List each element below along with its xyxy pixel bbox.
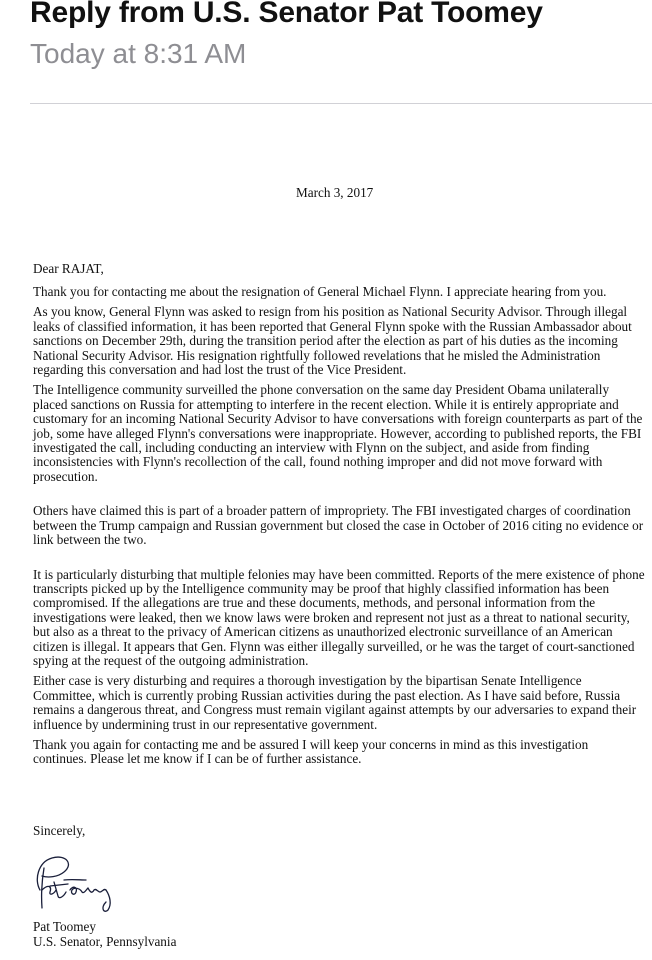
- signer-name: Pat Toomey: [33, 919, 96, 934]
- letter-closing: Sincerely,: [33, 823, 86, 838]
- letter-date: March 3, 2017: [296, 185, 374, 200]
- letter-paragraph: It is particularly disturbing that multiple felonies may have been committed. Reports of the mere existence of phone transcripts picked up by the Intelligence community may be proof that highly classified information has been compromised. If the allegations are true and these documents, methods, and personal information from the investigations were leaked, then we know laws were broken and represent not just as a threat to national security, but also as a threat to the privacy of American citizens as unauthorized electronic surveillance of an American citizen is illegal. It appears that Gen. Flynn was either illegally surveilled, or he was the target of court-sanctioned spying at the request of the outgoing administration.: [33, 566, 645, 668]
- letter-paragraph: Thank you for contacting me about the resignation of General Michael Flynn. I appreciate hearing from you.: [33, 284, 607, 299]
- email-subject: Reply from U.S. Senator Pat Toomey: [30, 0, 543, 29]
- letter-body: [33, 285, 645, 773]
- letter-paragraph: The Intelligence community surveilled the phone conversation on the same day President Obama unilaterally placed sanctions on Russia for attempting to interfere in the recent election. While it is entirely appropriate and customary for an incoming National Security Advisor to have conversations with foreign counterparts as part of the job, some have alleged Flynn's conversations were inappropriate. However, according to published reports, the FBI investigated the call, including conducting an interview with Flynn on the subject, and aside from finding inconsistencies with Flynn's recollection of the call, found nothing improper and did not move forward with prosecution.: [33, 382, 643, 484]
- header-divider: [30, 103, 652, 104]
- signature-image: [30, 850, 122, 916]
- letter-salutation: Dear RAJAT,: [33, 261, 104, 276]
- email-timestamp: Today at 8:31 AM: [30, 38, 247, 69]
- email-header: [0, 0, 652, 104]
- letter-paragraph: Either case is very disturbing and requires a thorough investigation by the bipartisan Senate Intelligence Committee, which is currently probing Russian activities during the past election. As I have said before, Russia remains a dangerous threat, and Congress must remain vigilant against attempts by our adversaries to expand their influence by undermining trust in our representative government.: [33, 673, 637, 732]
- signer-title: U.S. Senator, Pennsylvania: [33, 934, 177, 949]
- letter-paragraph: Thank you again for contacting me and be assured I will keep your concerns in mind as this investigation continues. Please let me know if I can be of further assistance.: [33, 736, 589, 767]
- letter-paragraph: As you know, General Flynn was asked to resign from his position as National Security Advisor. Through illegal leaks of classified information, it has been reported that General Flynn spoke with the Russian Ambassador about sanctions on December 29th, during the transition period after the election as part of his duties as the incoming National Security Advisor. His resignation rightfully followed revelations that he misled the Administration regarding this conversation and had lost the trust of the Vice President.: [33, 304, 632, 378]
- letter-paragraph: Others have claimed this is part of a broader pattern of impropriety. The FBI investigated charges of coordination between the Trump campaign and Russian government but closed the case in October of 2016 citing no evidence or link between the two.: [33, 503, 644, 548]
